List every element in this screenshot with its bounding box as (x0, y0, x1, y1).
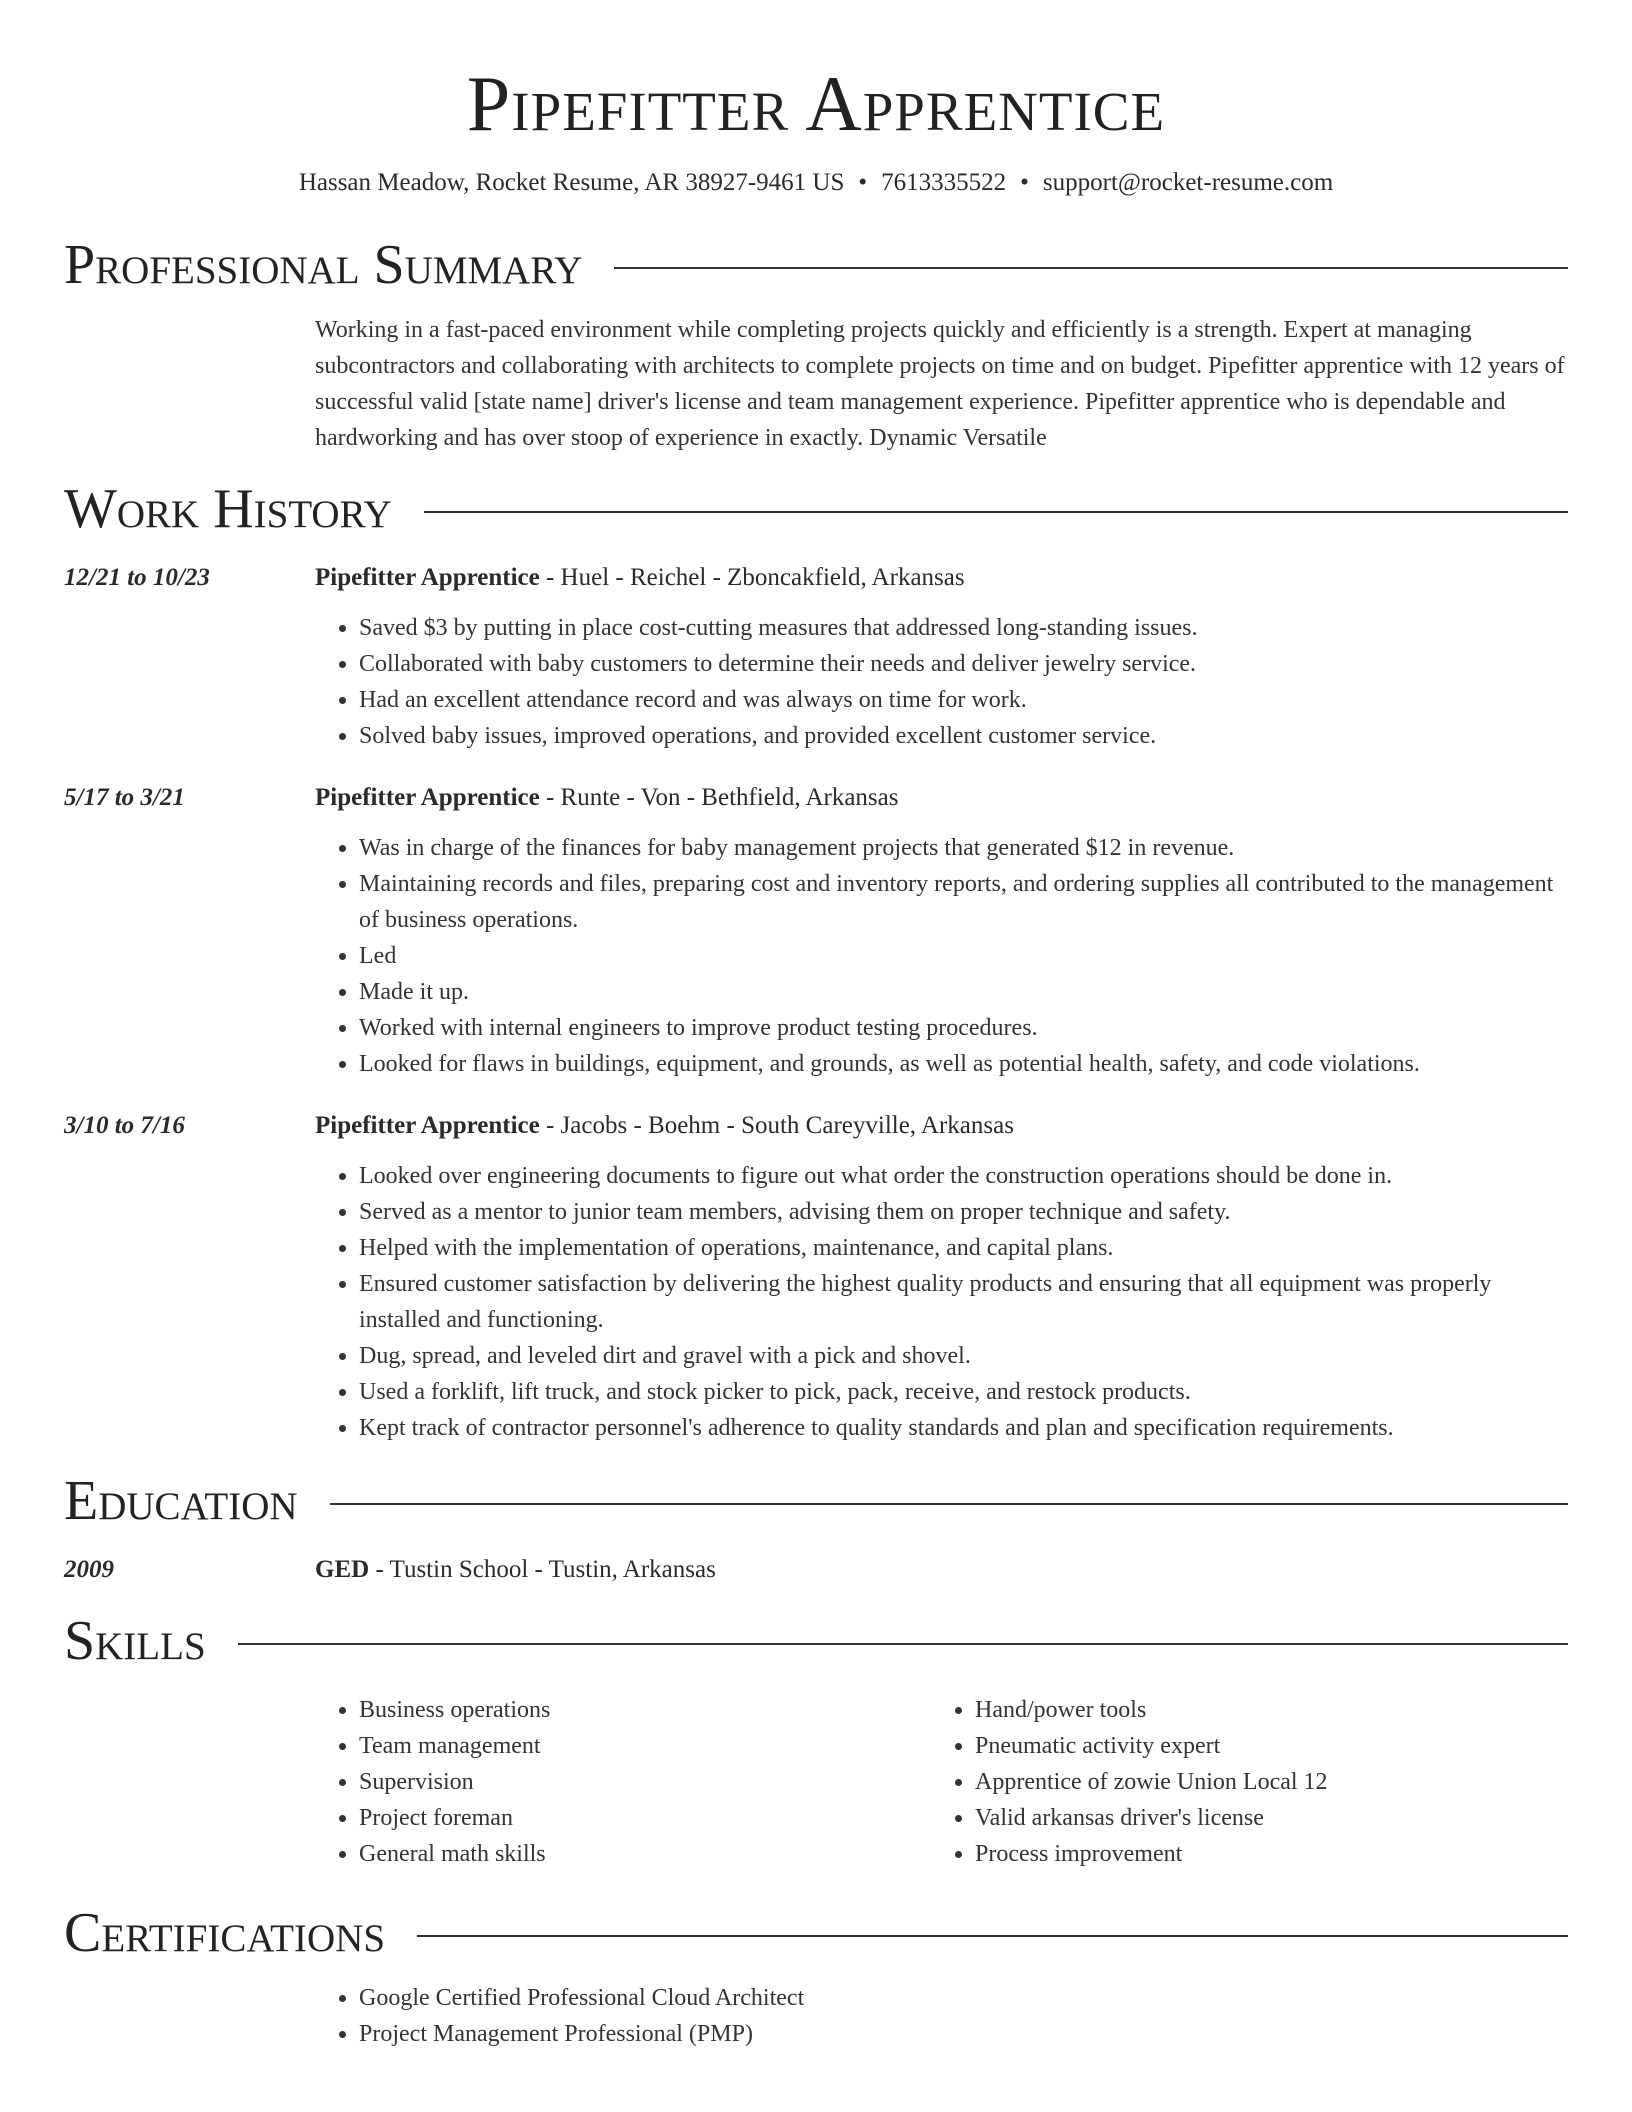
section-divider (614, 267, 1568, 269)
job-entry (64, 560, 1568, 754)
job-dates: 12/21 to 10/23 (64, 564, 210, 591)
contact-separator: • (1020, 169, 1029, 196)
section-divider (238, 1643, 1568, 1645)
job-title-line (315, 780, 1568, 816)
job-bullet: • Maintaining records and files, preparing cost and inventory reports, and ordering supplies all contributed to the management of business operations. (359, 866, 1568, 938)
skills-column-left (315, 1692, 931, 1872)
candidate-name: Pipefitter Apprentice (466, 60, 1166, 147)
skill-item: • Business operations (359, 1692, 931, 1728)
education-section-header (64, 1468, 1568, 1534)
work-heading: Work History (64, 478, 392, 540)
job-bullet: • Looked for flaws in buildings, equipment, and grounds, as well as potential health, safety, and code violations. (359, 1046, 1568, 1082)
skill-item: • Hand/power tools (975, 1692, 1547, 1728)
job-bullets (315, 610, 1568, 754)
skills-row (64, 1674, 1568, 1872)
job-bullets (315, 830, 1568, 1082)
job-title: Pipefitter Apprentice (315, 564, 540, 591)
section-divider (424, 511, 1568, 513)
skills-list (931, 1692, 1547, 1872)
skill-item: • Project foreman (359, 1800, 931, 1836)
job-bullet: • Served as a mentor to junior team members, advising them on proper technique and safety. (359, 1194, 1568, 1230)
job-dates: 5/17 to 3/21 (64, 784, 185, 811)
contact-line (64, 166, 1568, 200)
work-section-header (64, 476, 1568, 542)
skill-item: • Valid arkansas driver's license (975, 1800, 1547, 1836)
job-employer: - Huel - Reichel - Zboncakfield, Arkansas (539, 564, 965, 591)
job-bullet: • Made it up. (359, 974, 1568, 1010)
education-degree: GED (315, 1556, 370, 1583)
job-bullet: • Was in charge of the finances for baby management projects that generated $12 in revenue. (359, 830, 1568, 866)
section-divider (417, 1935, 1568, 1937)
job-bullet: • Kept track of contractor personnel's adherence to quality standards and plan and specification requirements. (359, 1410, 1568, 1446)
summary-section-header (64, 232, 1568, 298)
job-entry (64, 1108, 1568, 1446)
certification-item: • Project Management Professional (PMP) (359, 2016, 1568, 2052)
skills-list (315, 1692, 931, 1872)
summary-heading: Professional Summary (64, 234, 583, 296)
certifications-heading: Certifications (64, 1902, 386, 1964)
skills-heading: Skills (64, 1610, 206, 1672)
skill-item: • Supervision (359, 1764, 931, 1800)
job-title: Pipefitter Apprentice (315, 1112, 540, 1139)
skills-section-header (64, 1608, 1568, 1674)
resume-page (64, 0, 1568, 2052)
certifications-section-header (64, 1900, 1568, 1966)
skill-item: • General math skills (359, 1836, 931, 1872)
certification-item: • Google Certified Professional Cloud Architect (359, 1980, 1568, 2016)
summary-text: Working in a fast-paced environment while completing projects quickly and efficiently is a strength. Expert at managing subcontractors and collaborating with architects to complete projects on time and on budget. Pipefitter apprentice with 12 years of successful valid [state name] driver's license and team management experience. Pipefitter apprentice who is dependable and hardworking and has over stoop of experience in exactly. Dynamic Versatile (315, 317, 1565, 451)
contact-phone: 7613335522 (881, 169, 1007, 196)
contact-email: support@rocket-resume.com (1042, 169, 1334, 196)
job-title-line (315, 560, 1568, 596)
education-entry (64, 1552, 1568, 1588)
skill-item: • Process improvement (975, 1836, 1547, 1872)
job-title-line (315, 1108, 1568, 1144)
job-bullet: • Dug, spread, and leveled dirt and gravel with a pick and shovel. (359, 1338, 1568, 1374)
job-bullet: • Led (359, 938, 1568, 974)
job-employer: - Jacobs - Boehm - South Careyville, Arkansas (539, 1112, 1014, 1139)
section-divider (330, 1503, 1568, 1505)
skill-item: • Pneumatic activity expert (975, 1728, 1547, 1764)
job-bullet: • Collaborated with baby customers to determine their needs and deliver jewelry service. (359, 646, 1568, 682)
job-dates: 3/10 to 7/16 (64, 1112, 185, 1139)
contact-address: Hassan Meadow, Rocket Resume, AR 38927-9461 US (298, 169, 845, 196)
job-title: Pipefitter Apprentice (315, 784, 540, 811)
skills-grid (315, 1692, 1568, 1872)
job-bullet: • Helped with the implementation of operations, maintenance, and capital plans. (359, 1230, 1568, 1266)
certifications-row (64, 1966, 1568, 2052)
job-bullet: • Ensured customer satisfaction by delivering the highest quality products and ensuring that all equipment was properly installed and functioning. (359, 1266, 1568, 1338)
job-bullet: • Worked with internal engineers to improve product testing procedures. (359, 1010, 1568, 1046)
education-line (315, 1552, 1568, 1588)
contact-separator: • (858, 169, 868, 196)
job-bullet: • Looked over engineering documents to figure out what order the construction operations should be done in. (359, 1158, 1568, 1194)
education-school: - Tustin School - Tustin, Arkansas (369, 1556, 716, 1583)
job-bullet: • Solved baby issues, improved operations, and provided excellent customer service. (359, 718, 1568, 754)
job-bullet: • Used a forklift, lift truck, and stock picker to pick, pack, receive, and restock products. (359, 1374, 1568, 1410)
summary-row (64, 298, 1568, 456)
education-year: 2009 (64, 1556, 114, 1583)
job-entry (64, 780, 1568, 1082)
skills-column-right (931, 1692, 1547, 1872)
job-bullet: • Had an excellent attendance record and was always on time for work. (359, 682, 1568, 718)
job-bullet: • Saved $3 by putting in place cost-cutting measures that addressed long-standing issues. (359, 610, 1568, 646)
job-bullets (315, 1158, 1568, 1446)
skill-item: • Team management (359, 1728, 931, 1764)
certifications-list (315, 1980, 1568, 2052)
education-heading: Education (64, 1470, 298, 1532)
job-employer: - Runte - Von - Bethfield, Arkansas (539, 784, 899, 811)
skill-item: • Apprentice of zowie Union Local 12 (975, 1764, 1547, 1800)
